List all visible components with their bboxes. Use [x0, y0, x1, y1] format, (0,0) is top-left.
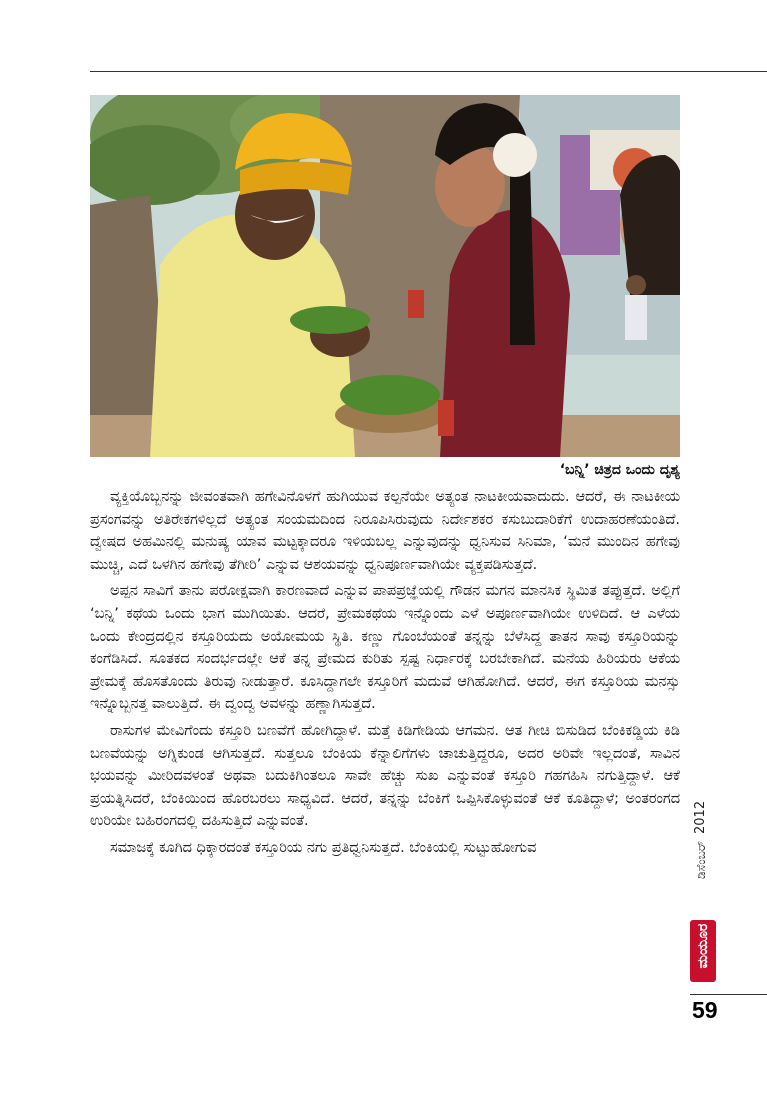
- page-number: 59: [692, 997, 718, 1023]
- paragraph: ರಾಸುಗಳ ಮೇವಿಗೆಂದು ಕಸ್ತೂರಿ ಬಣವೆಗೆ ಹೋಗಿದ್ದಾಳೆ. ಮತ್ತೆ ಕಿಡಿಗೇಡಿಯ ಆಗಮನ. ಆತ ಗೀಚಿ ಬಿಸುಡಿದ ಬೆಂಕಿಕಡ್ಡಿಯ ಕಿಡಿ ಬಣವೆಯನ್ನು ಅಗ್ನಿಕುಂಡ ಆಗಿಸುತ್ತದೆ. ಸುತ್ತಲೂ ಬೆಂಕಿಯ ಕೆನ್ನಾಲಿಗೆಗಳು ಚಾಚುತ್ತಿದ್ದರೂ, ಅದರ ಅರಿವೇ ಇಲ್ಲದಂತೆ, ಸಾವಿನ ಭಯವನ್ನು ಮೀರಿದವಳಂತೆ ಅಥವಾ ಬದುಕಿಗಿಂತಲೂ ಸಾವೇ ಹೆಚ್ಚು ಸುಖ ಎನ್ನುವಂತೆ ಕಸ್ತೂರಿ ಗಹಗಹಿಸಿ ನಗುತ್ತಿದ್ದಾಳೆ. ಆಕೆ ಪ್ರಯತ್ನಿಸಿದರೆ, ಬೆಂಕಿಯಿಂದ ಹೊರಬರಲು ಸಾಧ್ಯವಿದೆ. ಆದರೆ, ತನ್ನನ್ನು ಬೆಂಕಿಗೆ ಒಪ್ಪಿಸಿಕೊಳ್ಳುವಂತೆ ಆಕೆ ಕೂತಿದ್ದಾಳೆ; ಅಂತರಂಗದ ಉರಿಯೇ ಬಹಿರಂಗದಲ್ಲಿ ದಹಿಸುತ್ತಿದೆ ಎನ್ನುವಂತೆ.: [90, 722, 680, 830]
- paragraph: ಅಪ್ಪನ ಸಾವಿಗೆ ತಾನು ಪರೋಕ್ಷವಾಗಿ ಕಾರಣವಾದೆ ಎನ್ನುವ ಪಾಪಪ್ರಜ್ಞೆಯಲ್ಲಿ ಗೌಡನ ಮಗನ ಮಾನಸಿಕ ಸ್ಥಿಮಿತ ತಪ್ಪುತ್ತದೆ. ಅಲ್ಲಿಗೆ ‘ಬನ್ನಿ’ ಕಥೆಯ ಒಂದು ಭಾಗ ಮುಗಿಯಿತು. ಆದರೆ, ಪ್ರೇಮಕಥೆಯ ಇನ್ನೊಂದು ಎಳೆ ಅಪೂರ್ಣವಾಗಿಯೇ ಉಳಿದಿದೆ. ಆ ಎಳೆಯ ಒಂದು ಕೇಂದ್ರದಲ್ಲಿನ ಕಸ್ತೂರಿಯದು ಅಯೋಮಯ ಸ್ಥಿತಿ. ಕಣ್ಣು ಗೊಂಬೆಯಂತೆ ತನ್ನನ್ನು ಬೆಳೆಸಿದ್ದ ತಾತನ ಸಾವು ಕಸ್ತೂರಿಯನ್ನು ಕಂಗೆಡಿಸಿದೆ. ಸೂತಕದ ಸಂದರ್ಭದಲ್ಲೇ ಆಕೆ ತನ್ನ ಪ್ರೇಮದ ಕುರಿತು ಸ್ಪಷ್ಟ ನಿರ್ಧಾರಕ್ಕೆ ಬರಬೇಕಾಗಿದೆ. ಮನೆಯ ಹಿರಿಯರು ಆಕೆಯ ಪ್ರೇಮಕ್ಕೆ ಹೊಸತೊಂದು ತಿರುವು ನೀಡುತ್ತಾರೆ. ಕೂಸಿದ್ದಾಗಲೇ ಕಸ್ತೂರಿಗೆ ಮದುವೆ ಆಗಿಹೋಗಿದೆ. ಆದರೆ, ಈಗ ಕಸ್ತೂರಿಯ ಮನಸ್ಸು ಇನ್ನೊಬ್ಬನತ್ತ ವಾಲುತ್ತಿದೆ. ಈ ದ್ವಂದ್ವ ಅವಳನ್ನು ಹಣ್ಣಾಗಿಸುತ್ತದೆ.: [90, 583, 680, 713]
- photo-caption: ‘ಬನ್ನಿ’ ಚಿತ್ರದ ಒಂದು ದೃಶ್ಯ: [559, 462, 680, 478]
- paragraph: ವ್ಯಕ್ತಿಯೊಬ್ಬನನ್ನು ಜೀವಂತವಾಗಿ ಹಗೇವಿನೊಳಗೆ ಹುಗಿಯುವ ಕಲ್ಪನೆಯೇ ಅತ್ಯಂತ ನಾಟಕೀಯವಾದುದು. ಆದರೆ, ಈ ನಾಟಕೀಯ ಪ್ರಸಂಗವನ್ನು ಅತಿರೇಕಗಳಿಲ್ಲದೆ ಅತ್ಯಂತ ಸಂಯಮದಿಂದ ನಿರೂಪಿಸಿರುವುದು ನಿರ್ದೇಶಕರ ಕಸುಬುದಾರಿಕೆಗೆ ಉದಾಹರಣೆಯಂತಿದೆ. ದ್ವೇಷದ ಅಹಮಿನಲ್ಲಿ ಮನುಷ್ಯ ಯಾವ ಮಟ್ಟಕ್ಕಾದರೂ ಇಳಿಯಬಲ್ಲ ಎನ್ನುವುದನ್ನು ಧ್ವನಿಸುವ ಸಿನಿಮಾ, ‘ಮನೆ ಮುಂದಿನ ಹಗೇವು ಮುಚ್ಚಿ, ಎದೆ ಒಳಗಿನ ಹಗೇವು ತೆಗೀರಿ’ ಎನ್ನುವ ಆಶಯವನ್ನು ಧ್ವನಿಪೂರ್ಣವಾಗಿಯೇ ವ್ಯಕ್ತಪಡಿಸುತ್ತದೆ.: [90, 489, 680, 573]
- bottom-rule: [690, 994, 767, 995]
- paragraph: ಸಮಾಜಕ್ಕೆ ಕೂಗಿದ ಧಿಕ್ಕಾರದಂತೆ ಕಸ್ತೂರಿಯ ನಗು ಪ್ರತಿಧ್ವನಿಸುತ್ತದೆ. ಬೆಂಕಿಯಲ್ಲಿ ಸುಟ್ಟುಹೋಗುವ: [110, 839, 537, 856]
- magazine-name: ಮಯೂರ: [695, 923, 711, 969]
- issue-month: ಡಿಸೆಂಬರ್: [694, 840, 708, 879]
- photo-illustration: [90, 95, 680, 457]
- top-rule: [90, 71, 767, 72]
- film-still-photo: [90, 95, 680, 457]
- issue-year: 2012: [693, 800, 708, 834]
- magazine-sidebar: [690, 800, 716, 982]
- article-body: [90, 486, 680, 864]
